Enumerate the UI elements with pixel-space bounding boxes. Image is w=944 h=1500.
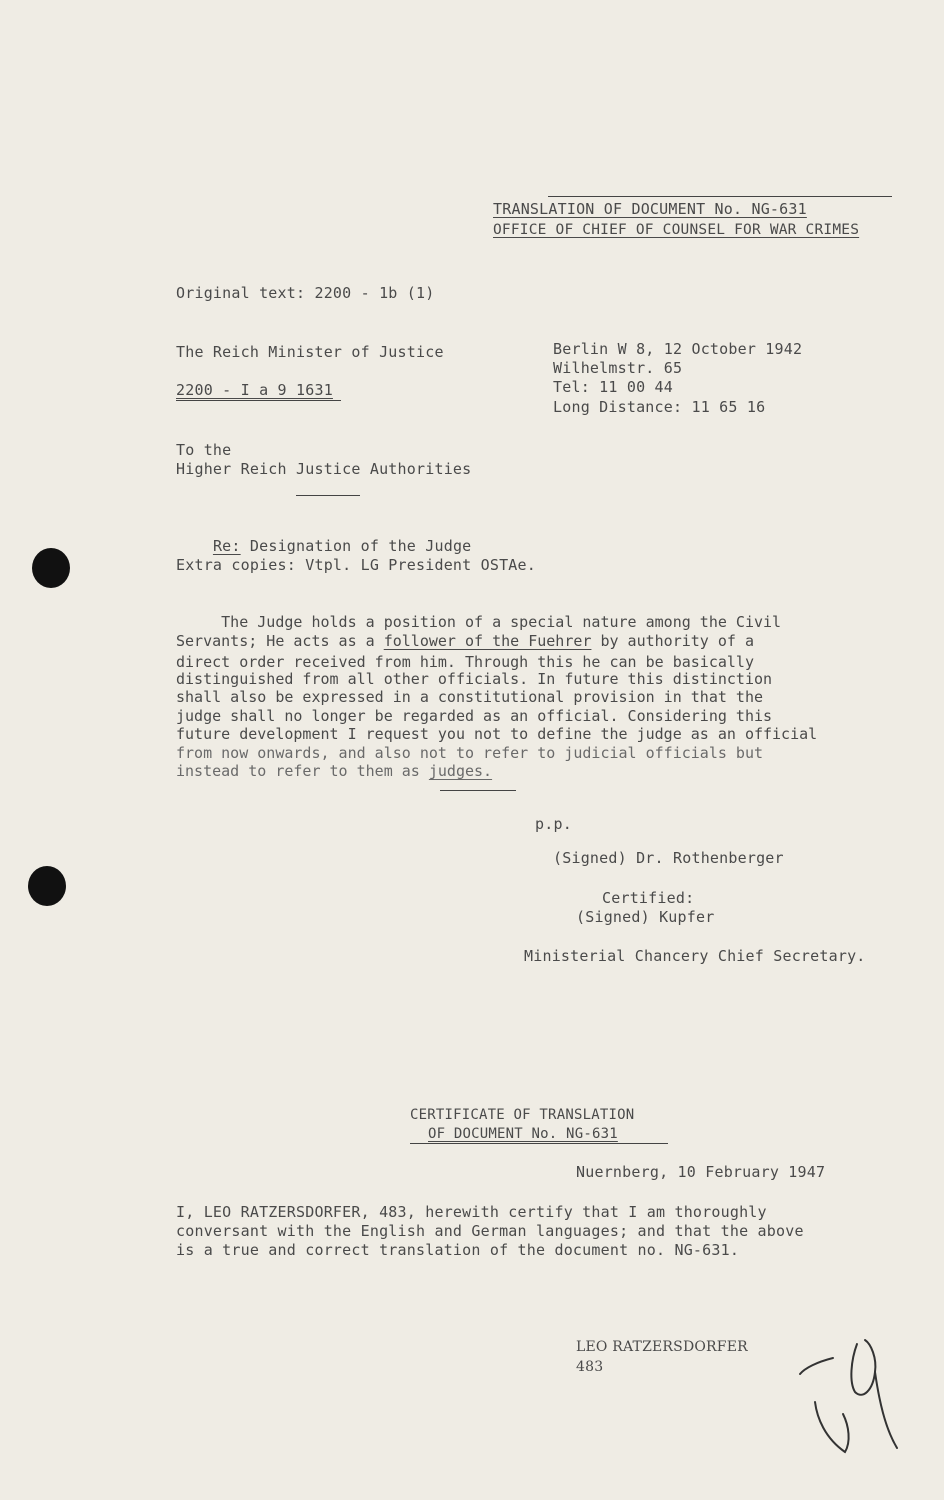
body-line: direct order received from him. Through this he can be basically	[176, 653, 754, 671]
certificate-rule	[410, 1143, 668, 1144]
certificate-title-1: CERTIFICATE OF TRANSLATION	[410, 1107, 635, 1123]
header-translation-line: TRANSLATION OF DOCUMENT No. NG-631	[493, 200, 807, 218]
translator-number: 483	[576, 1359, 604, 1375]
certificate-date: Nuernberg, 10 February 1947	[576, 1163, 826, 1181]
body-line: Servants; He acts as a follower of the Fuehrer by authority of a	[176, 631, 754, 650]
judges-word: judges.	[428, 762, 493, 780]
closing-title: Ministerial Chancery Chief Secretary.	[524, 947, 866, 965]
body-line: from now onwards, and also not to refer to judicial officials but	[176, 743, 763, 762]
address-street: Wilhelmstr. 65	[553, 359, 683, 377]
closing-signed-kupfer: (Signed) Kupfer	[576, 908, 715, 926]
subject-text: Designation of the Judge	[240, 537, 472, 555]
subject-label: Re:	[212, 537, 241, 555]
body-paragraph	[176, 613, 876, 781]
certificate-text-2: conversant with the English and German languages; and that the above	[176, 1222, 804, 1240]
header-rule-top	[548, 196, 892, 197]
body-line: shall also be expressed in a constitutional provision in that the	[176, 688, 763, 706]
certificate-text-3: is a true and correct translation of the document no. NG-631.	[176, 1241, 740, 1259]
handwritten-page-number	[795, 1330, 905, 1460]
sender-name: The Reich Minister of Justice	[176, 343, 444, 361]
reference-rule	[176, 400, 341, 401]
body-line: distinguished from all other officials. In future this distinction	[176, 669, 773, 688]
punch-hole-top	[32, 548, 70, 588]
extra-copies-line: Extra copies: Vtpl. LG President OSTAe.	[176, 556, 536, 574]
punch-hole-bottom	[28, 866, 66, 906]
recipient-line-2: Higher Reich Justice Authorities	[176, 460, 472, 478]
recipient-rule	[296, 495, 360, 496]
translator-name: LEO RATZERSDORFER	[576, 1339, 748, 1355]
judges-rule	[440, 790, 516, 791]
recipient-line-1: To the	[176, 441, 232, 459]
body-line: future development I request you not to define the judge as an official	[176, 725, 818, 743]
sender-reference: 2200 - I a 9 1631	[176, 381, 333, 399]
certificate-text-1: I, LEO RATZERSDORFER, 483, herewith certify that I am thoroughly	[176, 1203, 767, 1221]
original-text-line: Original text: 2200 - 1b (1)	[176, 284, 435, 302]
closing-certified: Certified:	[602, 889, 695, 907]
closing-signed-rothenberger: (Signed) Dr. Rothenberger	[553, 849, 784, 867]
body-line: The Judge holds a position of a special nature among the Civil	[176, 613, 782, 631]
address-long-distance: Long Distance: 11 65 16	[553, 398, 766, 416]
certificate-title-2: OF DOCUMENT No. NG-631	[428, 1126, 618, 1142]
body-line: judge shall no longer be regarded as an official. Considering this	[176, 706, 773, 725]
body-line: instead to refer to them as judges.	[176, 762, 493, 780]
fuehrer-phrase: follower of the Fuehrer	[383, 631, 592, 650]
closing-pp: p.p.	[535, 815, 572, 833]
header-office-line: OFFICE OF CHIEF OF COUNSEL FOR WAR CRIMES	[493, 222, 860, 238]
address-tel: Tel: 11 00 44	[553, 378, 673, 396]
address-place-date: Berlin W 8, 12 October 1942	[553, 340, 803, 358]
